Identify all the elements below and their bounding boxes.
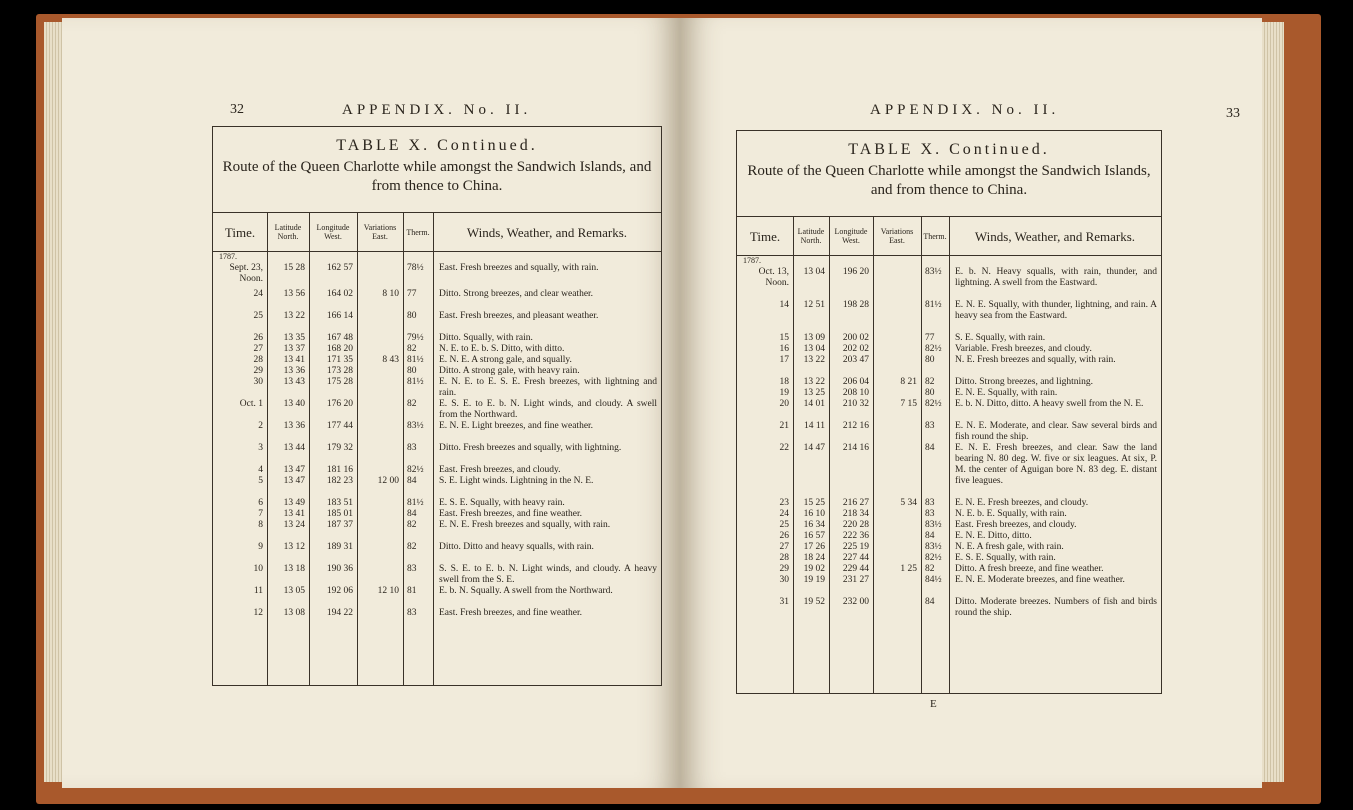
time-cell: 21 <box>779 421 789 431</box>
table-row <box>737 377 1161 388</box>
remark-cell: E. b. N. Heavy squalls, with rain, thunder, and lightning. A swell from the Eastward. <box>955 267 1157 288</box>
time-cell: 22 <box>779 443 789 453</box>
running-head: APPENDIX. No. II. <box>342 102 532 118</box>
longitude-cell: 173 28 <box>326 366 353 376</box>
table-subtitle: Route of the Queen Charlotte while amongst the Sandwich Islands, and from thence to China. <box>222 159 652 194</box>
data-table <box>212 126 662 686</box>
latitude-cell: 17 26 <box>803 542 825 552</box>
time-cell: 10 <box>253 564 263 574</box>
therm-cell: 80 <box>925 388 935 398</box>
longitude-cell: 179 32 <box>326 443 353 453</box>
right-page-edges <box>1262 22 1284 782</box>
latitude-cell: 14 01 <box>803 399 825 409</box>
time-cell: 28 <box>779 553 789 563</box>
remark-cell: E. S. E. Squally, with rain. <box>955 553 1056 563</box>
time-cell: 30 <box>253 377 263 387</box>
remark-cell: S. S. E. to E. b. N. Light winds, and cloudy. A heavy swell from the S. E. <box>439 564 657 585</box>
signature-mark: E <box>930 698 937 710</box>
remark-cell: E. N. E. Squally, with rain. <box>955 388 1058 398</box>
remark-cell: E. N. E. A strong gale, and squally. <box>439 355 572 365</box>
remarks-header: Winds, Weather, and Remarks. <box>466 224 628 240</box>
table-row <box>737 575 1161 597</box>
table-header <box>213 212 661 252</box>
therm-header: Therm. <box>923 231 947 241</box>
longitude-cell: 171 35 <box>326 355 353 365</box>
latitude-cell: 16 34 <box>803 520 825 530</box>
longitude-cell: 194 22 <box>326 608 353 618</box>
therm-cell: 82 <box>925 564 935 574</box>
time-cell: 24 <box>779 509 789 519</box>
table-row <box>737 520 1161 531</box>
time-cell: 16 <box>779 344 789 354</box>
latitude-cell: 19 02 <box>803 564 825 574</box>
latitude-cell: 13 09 <box>803 333 825 343</box>
running-head: APPENDIX. No. II. <box>870 102 1060 118</box>
time-cell: 20 <box>779 399 789 409</box>
latitude-cell: 13 05 <box>283 586 305 596</box>
remark-cell: Variable. Fresh breezes, and cloudy. <box>955 344 1092 354</box>
table-row <box>213 344 661 355</box>
therm-cell: 82½ <box>407 465 424 475</box>
longitude-cell: 203 47 <box>842 355 869 365</box>
therm-cell: 82 <box>407 520 417 530</box>
latitude-cell: 13 44 <box>283 443 305 453</box>
longitude-cell: 202 02 <box>842 344 869 354</box>
table-row <box>213 443 661 465</box>
longitude-cell: 214 16 <box>842 443 869 453</box>
longitude-cell: 218 34 <box>842 509 869 519</box>
table-row <box>737 267 1161 300</box>
remark-cell: Ditto. Strong breezes, and clear weather. <box>439 289 594 299</box>
time-cell: 9 <box>258 542 263 552</box>
longitude-cell: 162 57 <box>326 263 353 273</box>
therm-cell: 83 <box>407 564 417 574</box>
table-row <box>737 355 1161 377</box>
time-cell: 6 <box>258 498 263 508</box>
longitude-cell: 187 37 <box>326 520 353 530</box>
time-cell: 24 <box>253 289 263 299</box>
longitude-cell: 198 28 <box>842 300 869 310</box>
remark-cell: N. E. A fresh gale, with rain. <box>955 542 1064 552</box>
table-title: TABLE X. Continued. <box>848 141 1050 158</box>
therm-cell: 83 <box>407 608 417 618</box>
longitude-cell: 220 28 <box>842 520 869 530</box>
table-row <box>213 421 661 443</box>
remark-cell: S. E. Squally, with rain. <box>955 333 1046 343</box>
table-row <box>737 443 1161 498</box>
variation-cell: 8 10 <box>382 289 399 299</box>
remark-cell: E. N. E. Light breezes, and fine weather. <box>439 421 594 431</box>
table-row <box>737 564 1161 575</box>
longitude-cell: 225 19 <box>842 542 869 552</box>
table-row <box>737 597 1161 619</box>
latitude-cell: 19 52 <box>803 597 825 607</box>
latitude-cell: 12 51 <box>803 300 825 310</box>
remark-cell: E. N. E. Ditto, ditto. <box>955 531 1032 541</box>
table-row <box>737 542 1161 553</box>
remark-cell: East. Fresh breezes, and cloudy. <box>955 520 1077 530</box>
latitude-cell: 16 10 <box>803 509 825 519</box>
remark-cell: Ditto. Moderate breezes. Numbers of fish and birds round the ship. <box>955 597 1157 618</box>
latitude-cell: 18 24 <box>803 553 825 563</box>
latitude-cell: 13 36 <box>283 421 305 431</box>
time-cell: 8 <box>258 520 263 530</box>
right-page <box>680 18 1262 788</box>
table-row <box>737 498 1161 509</box>
table-subtitle: Route of the Queen Charlotte while amongst the Sandwich Islands, and from thence to China. <box>747 163 1151 198</box>
longitude-cell: 185 01 <box>326 509 353 519</box>
therm-cell: 81½ <box>407 377 424 387</box>
time-cell: 27 <box>253 344 263 354</box>
remark-cell: N. E. b. E. Squally, with rain. <box>955 509 1067 519</box>
remark-cell: E. N. E. Squally, with thunder, lightning, and rain. A heavy sea from the Eastward. <box>955 300 1157 321</box>
table-row <box>213 289 661 311</box>
variation-cell: 7 15 <box>900 399 917 409</box>
data-table <box>736 130 1162 694</box>
time-cell: 3 <box>258 443 263 453</box>
longitude-cell: 227 44 <box>842 553 869 563</box>
remark-cell: Ditto. Squally, with rain. <box>439 333 533 343</box>
longitude-cell: 182 23 <box>326 476 353 486</box>
therm-cell: 83 <box>407 443 417 453</box>
variation-cell: 1 25 <box>900 564 917 574</box>
longitude-cell: 206 04 <box>842 377 869 387</box>
longitude-cell: 189 31 <box>326 542 353 552</box>
page-number: 33 <box>1226 106 1240 121</box>
latitude-cell: 13 41 <box>283 355 305 365</box>
latitude-cell: 15 28 <box>283 263 305 273</box>
therm-cell: 84 <box>407 509 417 519</box>
therm-cell: 84 <box>925 443 935 453</box>
latitude-cell: 13 22 <box>803 355 825 365</box>
time-cell: 26 <box>253 333 263 343</box>
table-row <box>213 263 661 289</box>
remark-cell: E. N. E. Fresh breezes, and clear. Saw the land bearing N. 80 deg. W. five or six leagues. At six, P. M. the center of Aguigan bore N. 83 deg. E. distant five leagues. <box>955 443 1157 486</box>
time-cell: Oct. 1 <box>239 399 263 409</box>
latitude-cell: 13 40 <box>283 399 305 409</box>
time-cell: 7 <box>258 509 263 519</box>
longitude-header: Longitude West. <box>316 223 350 241</box>
therm-cell: 81½ <box>407 498 424 508</box>
latitude-cell: 13 22 <box>283 311 305 321</box>
time-cell: 31 <box>779 597 789 607</box>
remark-cell: S. E. Light winds. Lightning in the N. E. <box>439 476 594 486</box>
therm-cell: 82 <box>407 399 417 409</box>
remark-cell: Ditto. Fresh breezes and squally, with lightning. <box>439 443 622 453</box>
table-row <box>213 542 661 564</box>
table-row <box>213 509 661 520</box>
therm-cell: 82½ <box>925 344 942 354</box>
longitude-cell: 167 48 <box>326 333 353 343</box>
remarks-header: Winds, Weather, and Remarks. <box>974 228 1136 244</box>
table-row <box>213 366 661 377</box>
longitude-cell: 200 02 <box>842 333 869 343</box>
time-cell: 18 <box>779 377 789 387</box>
time-cell: 28 <box>253 355 263 365</box>
therm-cell: 84 <box>925 597 935 607</box>
latitude-cell: 13 47 <box>283 465 305 475</box>
time-cell: 25 <box>779 520 789 530</box>
latitude-header: Latitude North. <box>797 227 825 245</box>
longitude-cell: 208 10 <box>842 388 869 398</box>
table-row <box>737 531 1161 542</box>
therm-cell: 77 <box>925 333 935 343</box>
latitude-cell: 13 08 <box>283 608 305 618</box>
time-cell: 19 <box>779 388 789 398</box>
latitude-cell: 13 36 <box>283 366 305 376</box>
therm-header: Therm. <box>406 227 430 237</box>
longitude-header: Longitude West. <box>834 227 868 245</box>
remark-cell: E. b. N. Squally. A swell from the Northward. <box>439 586 613 596</box>
time-cell: 12 <box>253 608 263 618</box>
table-row <box>213 608 661 619</box>
table-row <box>737 421 1161 443</box>
longitude-cell: 231 27 <box>842 575 869 585</box>
latitude-cell: 13 49 <box>283 498 305 508</box>
latitude-cell: 13 43 <box>283 377 305 387</box>
longitude-cell: 222 36 <box>842 531 869 541</box>
latitude-cell: 13 04 <box>803 344 825 354</box>
longitude-cell: 232 00 <box>842 597 869 607</box>
remark-cell: Ditto. A strong gale, with heavy rain. <box>439 366 580 376</box>
left-page <box>62 18 680 788</box>
latitude-cell: 13 18 <box>283 564 305 574</box>
therm-cell: 83½ <box>407 421 424 431</box>
time-cell: 23 <box>779 498 789 508</box>
longitude-cell: 216 27 <box>842 498 869 508</box>
table-row <box>213 399 661 421</box>
remark-cell: N. E. to E. b. S. Ditto, with ditto. <box>439 344 565 354</box>
remark-cell: E. N. E. Moderate breezes, and fine weather. <box>955 575 1125 585</box>
time-cell: Sept. 23, Noon. <box>229 263 263 284</box>
variation-header: Variations East. <box>880 227 914 245</box>
remark-cell: E. S. E. to E. b. N. Light winds, and cloudy. A swell from the Northward. <box>439 399 657 420</box>
therm-cell: 82 <box>407 542 417 552</box>
longitude-cell: 177 44 <box>326 421 353 431</box>
longitude-cell: 164 02 <box>326 289 353 299</box>
latitude-cell: 13 22 <box>803 377 825 387</box>
time-cell: 11 <box>253 586 263 596</box>
latitude-cell: 14 47 <box>803 443 825 453</box>
variation-cell: 12 00 <box>377 476 399 486</box>
longitude-cell: 183 51 <box>326 498 353 508</box>
table-row <box>213 586 661 608</box>
time-cell: 30 <box>779 575 789 585</box>
time-cell: 15 <box>779 333 789 343</box>
therm-cell: 82½ <box>925 553 942 563</box>
latitude-cell: 13 25 <box>803 388 825 398</box>
variation-cell: 5 34 <box>900 498 917 508</box>
longitude-cell: 210 32 <box>842 399 869 409</box>
table-row <box>737 509 1161 520</box>
time-cell: 25 <box>253 311 263 321</box>
therm-cell: 84 <box>925 531 935 541</box>
remark-cell: E. N. E. Moderate, and clear. Saw several birds and fish round the ship. <box>955 421 1157 442</box>
therm-cell: 81½ <box>407 355 424 365</box>
latitude-cell: 13 47 <box>283 476 305 486</box>
table-row <box>737 399 1161 421</box>
therm-cell: 83½ <box>925 520 942 530</box>
therm-cell: 81½ <box>925 300 942 310</box>
latitude-cell: 13 56 <box>283 289 305 299</box>
year-label: 1787. <box>219 252 237 261</box>
remark-cell: E. b. N. Ditto, ditto. A heavy swell from the N. E. <box>955 399 1144 409</box>
therm-cell: 83 <box>925 421 935 431</box>
variation-cell: 12 10 <box>377 586 399 596</box>
longitude-cell: 175 28 <box>326 377 353 387</box>
latitude-cell: 13 41 <box>283 509 305 519</box>
latitude-cell: 13 12 <box>283 542 305 552</box>
time-cell: 29 <box>253 366 263 376</box>
year-label: 1787. <box>743 256 761 265</box>
therm-cell: 79½ <box>407 333 424 343</box>
table-row <box>737 553 1161 564</box>
table-row <box>213 311 661 333</box>
table-row <box>213 564 661 586</box>
therm-cell: 81 <box>407 586 417 596</box>
time-cell: 26 <box>779 531 789 541</box>
longitude-cell: 190 36 <box>326 564 353 574</box>
remark-cell: E. N. E. to E. S. E. Fresh breezes, with lightning and rain. <box>439 377 657 398</box>
table-row <box>213 377 661 399</box>
time-cell: 4 <box>258 465 263 475</box>
table-row <box>213 498 661 509</box>
latitude-cell: 14 11 <box>803 421 825 431</box>
table-row <box>213 465 661 476</box>
variation-header: Variations East. <box>363 223 397 241</box>
remark-cell: East. Fresh breezes, and fine weather. <box>439 509 582 519</box>
longitude-cell: 181 16 <box>326 465 353 475</box>
longitude-cell: 168 20 <box>326 344 353 354</box>
latitude-cell: 16 57 <box>803 531 825 541</box>
therm-cell: 78½ <box>407 263 424 273</box>
therm-cell: 80 <box>925 355 935 365</box>
longitude-cell: 212 16 <box>842 421 869 431</box>
therm-cell: 84½ <box>925 575 942 585</box>
page-number: 32 <box>230 102 244 117</box>
time-cell: 29 <box>779 564 789 574</box>
remark-cell: Ditto. Strong breezes, and lightning. <box>955 377 1093 387</box>
time-cell: 5 <box>258 476 263 486</box>
left-page-edges <box>44 22 62 782</box>
latitude-cell: 13 35 <box>283 333 305 343</box>
latitude-cell: 13 04 <box>803 267 825 277</box>
longitude-cell: 166 14 <box>326 311 353 321</box>
therm-cell: 82½ <box>925 399 942 409</box>
table-row <box>737 388 1161 399</box>
remark-cell: N. E. Fresh breezes and squally, with rain. <box>955 355 1116 365</box>
table-row <box>213 476 661 498</box>
table-row <box>213 355 661 366</box>
table-row <box>213 333 661 344</box>
time-cell: 14 <box>779 300 789 310</box>
therm-cell: 80 <box>407 311 417 321</box>
remark-cell: East. Fresh breezes, and cloudy. <box>439 465 561 475</box>
table-row <box>213 520 661 542</box>
latitude-cell: 15 25 <box>803 498 825 508</box>
time-header: Time. <box>224 224 256 240</box>
longitude-cell: 192 06 <box>326 586 353 596</box>
remark-cell: East. Fresh breezes, and pleasant weather. <box>439 311 599 321</box>
remark-cell: East. Fresh breezes and squally, with rain. <box>439 263 599 273</box>
therm-cell: 77 <box>407 289 417 299</box>
variation-cell: 8 43 <box>382 355 399 365</box>
table-row <box>737 333 1161 344</box>
table-row <box>737 344 1161 355</box>
time-cell: 27 <box>779 542 789 552</box>
table-row <box>737 300 1161 333</box>
therm-cell: 82 <box>925 377 935 387</box>
therm-cell: 82 <box>407 344 417 354</box>
remark-cell: Ditto. Ditto and heavy squalls, with rain. <box>439 542 594 552</box>
variation-cell: 8 21 <box>900 377 917 387</box>
therm-cell: 83 <box>925 509 935 519</box>
longitude-cell: 196 20 <box>842 267 869 277</box>
remark-cell: E. N. E. Fresh breezes, and cloudy. <box>955 498 1089 508</box>
table-title: TABLE X. Continued. <box>336 137 538 154</box>
latitude-header: Latitude North. <box>274 223 302 241</box>
remark-cell: Ditto. A fresh breeze, and fine weather. <box>955 564 1104 574</box>
longitude-cell: 229 44 <box>842 564 869 574</box>
latitude-cell: 13 24 <box>283 520 305 530</box>
remark-cell: E. N. E. Fresh breezes and squally, with rain. <box>439 520 611 530</box>
therm-cell: 84 <box>407 476 417 486</box>
remark-cell: East. Fresh breezes, and fine weather. <box>439 608 582 618</box>
latitude-cell: 19 19 <box>803 575 825 585</box>
therm-cell: 83½ <box>925 267 942 277</box>
therm-cell: 83½ <box>925 542 942 552</box>
therm-cell: 83 <box>925 498 935 508</box>
therm-cell: 80 <box>407 366 417 376</box>
time-header: Time. <box>749 228 781 244</box>
time-cell: 2 <box>258 421 263 431</box>
time-cell: Oct. 13, Noon. <box>758 267 789 288</box>
longitude-cell: 176 20 <box>326 399 353 409</box>
remark-cell: E. S. E. Squally, with heavy rain. <box>439 498 565 508</box>
time-cell: 17 <box>779 355 789 365</box>
latitude-cell: 13 37 <box>283 344 305 354</box>
